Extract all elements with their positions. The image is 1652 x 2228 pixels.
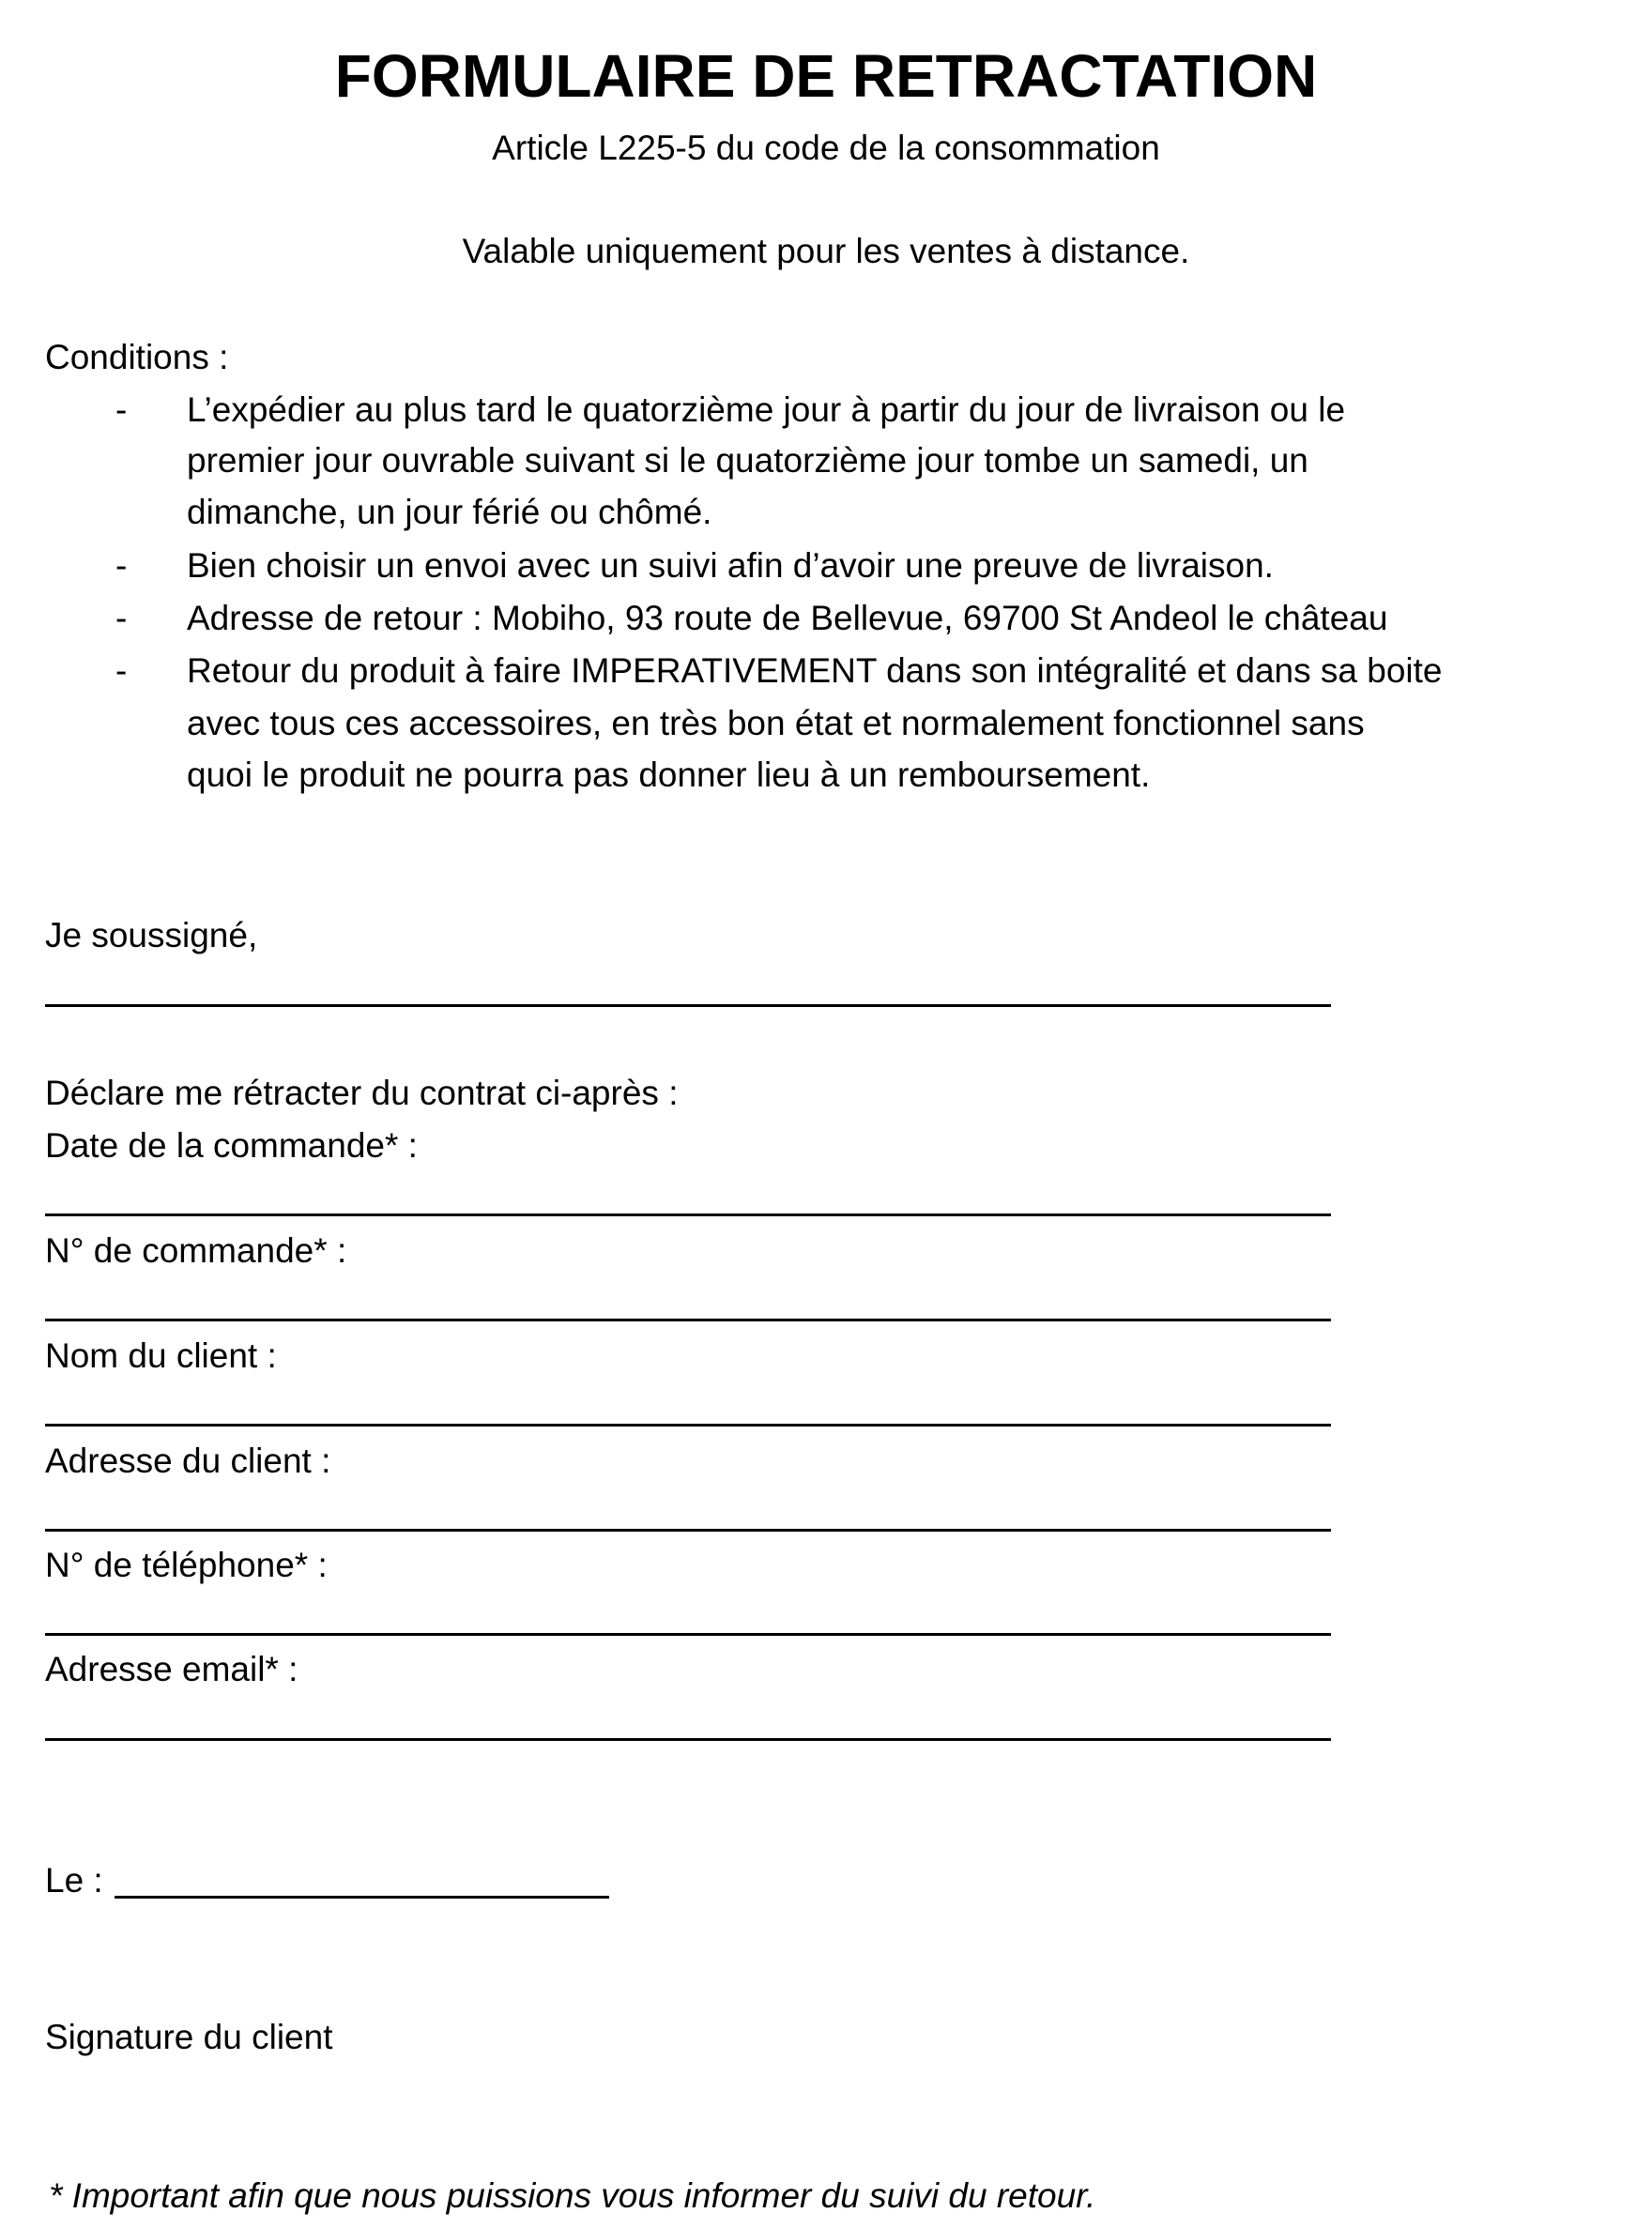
client-name-label: Nom du client :: [45, 1336, 277, 1375]
client-address-label: Adresse du client :: [45, 1442, 331, 1480]
condition-line: premier jour ouvrable suivant si le quatorzième jour tombe un samedi, un: [187, 441, 1308, 480]
signature-label: Signature du client: [45, 2018, 333, 2056]
condition-line: dimanche, un jour férié ou chômé.: [187, 493, 712, 531]
undersigned-name-line[interactable]: [45, 1004, 1331, 1007]
condition-line: quoi le produit ne pourra pas donner lieu à un remboursement.: [187, 755, 1151, 794]
bullet-dash: -: [115, 390, 128, 429]
order-date-label: Date de la commande* :: [45, 1126, 418, 1165]
condition-line: avec tous ces accessoires, en très bon état et normalement fonctionnel sans: [187, 704, 1365, 742]
phone-label: N° de téléphone* :: [45, 1546, 328, 1584]
return-address: Adresse de retour : Mobiho, 93 route de Bellevue, 69700 St Andeol le château: [187, 599, 1388, 637]
date-label: Le :: [45, 1861, 103, 1900]
subtitle-article: Article L225-5 du code de la consommation: [492, 129, 1160, 167]
email-label: Adresse email* :: [45, 1650, 298, 1688]
client-name-line[interactable]: [45, 1424, 1331, 1427]
bullet-dash: -: [115, 599, 128, 637]
bullet-dash: -: [115, 651, 128, 690]
bullet-dash: -: [115, 546, 128, 585]
condition-line: Bien choisir un envoi avec un suivi afin d’avoir une preuve de livraison.: [187, 546, 1274, 585]
condition-line: Retour du produit à faire IMPERATIVEMENT dans son intégralité et dans sa boite: [187, 651, 1443, 690]
order-number-label: N° de commande* :: [45, 1231, 347, 1270]
page-title: FORMULAIRE DE RETRACTATION: [334, 42, 1318, 110]
declaration-text: Déclare me rétracter du contrat ci-après :: [45, 1074, 679, 1112]
validity-note: Valable uniquement pour les ventes à distance.: [462, 232, 1190, 270]
undersigned-label: Je soussigné,: [45, 916, 258, 954]
email-line[interactable]: [45, 1738, 1331, 1741]
condition-line: L’expédier au plus tard le quatorzième jour à partir du jour de livraison ou le: [187, 390, 1346, 429]
order-date-line[interactable]: [45, 1213, 1331, 1216]
conditions-heading: Conditions :: [45, 338, 229, 376]
footnote: * Important afin que nous puissions vous informer du suivi du retour.: [49, 2176, 1096, 2215]
order-number-line[interactable]: [45, 1319, 1331, 1321]
client-address-line[interactable]: [45, 1529, 1331, 1532]
date-line[interactable]: [115, 1896, 609, 1899]
phone-line[interactable]: [45, 1633, 1331, 1636]
